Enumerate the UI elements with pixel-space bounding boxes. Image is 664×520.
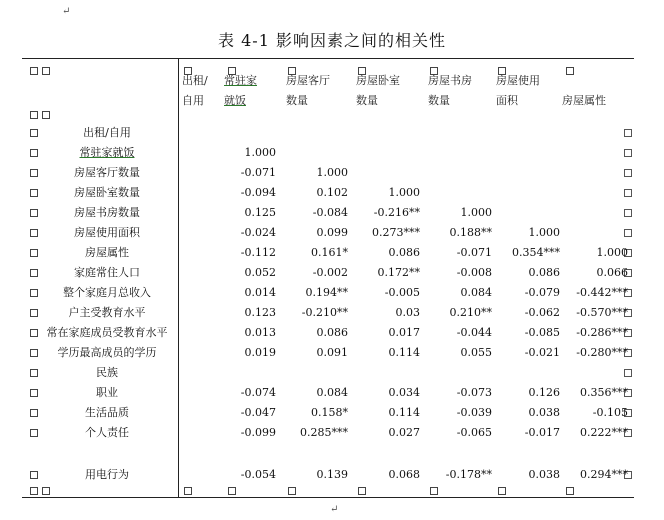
table-cell [182,403,210,423]
table-cell: 0.052 [244,266,276,279]
table-cell: 1.000 [388,186,420,199]
table-row [22,303,634,323]
header-property-type [562,91,628,111]
header-line: 房屋书房 [428,74,472,87]
table-cell: -0.071 [456,246,492,259]
table-cell [182,183,210,203]
table-cell [426,143,492,163]
table-cell: 0.114 [388,346,420,359]
table-cell: 0.055 [460,346,492,359]
table-cell [566,123,628,143]
table-cell [282,123,348,143]
table-cell: -0.099 [240,426,276,439]
table-cell [566,163,628,183]
table-cell: 0.019 [244,346,276,359]
row-label: 房屋客厅数量 [74,166,140,179]
header-floor-area [496,71,558,111]
cell-marker [184,487,192,495]
table-cell [354,363,420,383]
table-row [22,163,634,183]
table-cell: 0.084 [460,286,492,299]
row-label: 个人责任 [85,426,129,439]
table-cell [182,223,210,243]
table-cell [566,223,628,243]
cell-marker [430,487,438,495]
table-cell: 0.139 [316,468,348,481]
table-cell [426,363,492,383]
table-cell [498,203,560,223]
table-cell [282,143,348,163]
table-cell: 0.014 [244,286,276,299]
table-row [22,423,634,443]
table-cell: -0.021 [524,346,560,359]
table-cell: -0.178** [445,468,492,481]
cell-marker [30,111,38,119]
cell-marker [566,487,574,495]
row-label: 常驻家就饭 [79,146,135,159]
table-row [22,223,634,243]
table-cell: 0.027 [388,426,420,439]
table-cell [182,423,210,443]
table-cell: -0.085 [524,326,560,339]
table-row [22,243,634,263]
cell-marker [228,487,236,495]
table-cell: 0.084 [316,386,348,399]
table-cell: -0.005 [384,286,420,299]
table-cell [354,163,420,183]
row-label: 房屋书房数量 [74,206,140,219]
cell-marker [42,487,50,495]
table-cell: 0.294*** [580,468,628,481]
header-line: 房屋使用 [496,74,540,87]
cell-marker [30,389,38,397]
table-cell: -0.039 [456,406,492,419]
row-label: 用电行为 [85,468,129,481]
table-row [22,465,634,485]
cell-marker [358,487,366,495]
header-line: 就饭 [224,94,246,107]
table-cell: -0.008 [456,266,492,279]
table-cell: -0.079 [524,286,560,299]
table-cell: -0.112 [240,246,276,259]
cell-marker [30,471,38,479]
table-cell: 0.172** [377,266,420,279]
cell-marker [42,67,50,75]
table-row [22,203,634,223]
table-cell: 0.114 [388,406,420,419]
cell-marker [30,169,38,177]
row-label: 职业 [96,386,118,399]
table-cell: 1.000 [460,206,492,219]
table-cell [182,465,210,485]
cell-marker [30,249,38,257]
table-cell [218,363,276,383]
table-row [22,143,634,163]
row-label: 家庭常住人口 [74,266,140,279]
table-cell [182,383,210,403]
table-cell [182,283,210,303]
table-cell: -0.442*** [576,286,628,299]
table-cell: -0.047 [240,406,276,419]
header-line: 房屋卧室 [356,74,400,87]
cell-marker [42,111,50,119]
cell-marker [30,269,38,277]
cell-marker [30,369,38,377]
table-cell: -0.024 [240,226,276,239]
cell-marker [30,289,38,297]
table-cell: 0.123 [244,306,276,319]
table-cell [182,303,210,323]
table-cell [182,323,210,343]
table-cell: -0.054 [240,468,276,481]
table-cell [282,363,348,383]
table-cell: 0.210** [449,306,492,319]
paragraph-mark: ↵ [330,504,339,515]
table-cell [426,163,492,183]
row-label: 学历最高成员的学历 [57,346,157,359]
table-cell [498,363,560,383]
header-line: 面积 [496,94,518,107]
table-cell: -0.105 [592,406,628,419]
header-line: 常驻家 [224,74,257,87]
header-line: 数量 [286,94,308,107]
table-row [22,363,634,383]
cell-marker [30,409,38,417]
table-cell: 0.222*** [580,426,628,439]
cell-marker [30,209,38,217]
table-cell: 0.102 [316,186,348,199]
table-row [22,343,634,363]
cell-marker [30,349,38,357]
table-cell: 0.086 [388,246,420,259]
table-cell: -0.002 [312,266,348,279]
table-cell: 0.273*** [372,226,420,239]
table-cell: 0.356*** [580,386,628,399]
table-cell: -0.074 [240,386,276,399]
table-cell: 0.086 [528,266,560,279]
table-cell [566,143,628,163]
table-cell [182,163,210,183]
table-cell: 0.013 [244,326,276,339]
table-cell: -0.084 [312,206,348,219]
table-cell [426,183,492,203]
table-cell: 0.285*** [300,426,348,439]
row-label: 整个家庭月总收入 [63,286,151,299]
table-cell [182,243,210,263]
table-cell: 0.038 [528,406,560,419]
table-cell [498,143,560,163]
header-line: 出租/ [182,74,208,87]
table-cell: -0.044 [456,326,492,339]
cell-marker [30,189,38,197]
table-cell: -0.062 [524,306,560,319]
table-cell: -0.570*** [576,306,628,319]
cell-marker [288,487,296,495]
table-row [22,263,634,283]
cell-marker [30,229,38,237]
table-cell [354,123,420,143]
table-cell: 0.188** [449,226,492,239]
table-cell: -0.065 [456,426,492,439]
header-rent-own [182,71,212,111]
table-cell: 0.091 [316,346,348,359]
header-line: 数量 [356,94,378,107]
table-cell: -0.216** [373,206,420,219]
table-cell [566,203,628,223]
table-cell: -0.017 [524,426,560,439]
correlation-table [22,58,634,498]
table-cell: 0.068 [388,468,420,481]
table-row [22,123,634,143]
table-cell: -0.073 [456,386,492,399]
table-cell [182,203,210,223]
table-row [22,183,634,203]
paragraph-mark: ↵ [62,6,71,17]
row-label: 房屋使用面积 [74,226,140,239]
cell-marker [30,149,38,157]
header-line: 房屋属性 [562,94,606,107]
cell-marker [30,67,38,75]
row-label: 民族 [96,366,118,379]
table-cell: -0.280*** [576,346,628,359]
table-cell: 1.000 [596,246,628,259]
cell-marker [566,67,574,75]
table-cell: 0.099 [316,226,348,239]
table-cell: 0.017 [388,326,420,339]
row-label: 房屋属性 [85,246,129,259]
table-cell [498,163,560,183]
table-cell [182,143,210,163]
table-cell: 0.161* [311,246,348,259]
header-line: 自用 [182,94,204,107]
header-line: 数量 [428,94,450,107]
row-label: 户主受教育水平 [68,306,146,319]
table-cell [566,363,628,383]
table-cell: -0.286*** [576,326,628,339]
table-cell: 1.000 [528,226,560,239]
table-cell: 0.066 [596,266,628,279]
table-cell: 0.086 [316,326,348,339]
table-cell: 0.034 [388,386,420,399]
table-cell [354,143,420,163]
cell-marker [30,309,38,317]
table-cell: 0.194** [305,286,348,299]
table-cell [182,263,210,283]
header-bedrooms [356,71,418,111]
header-line: 房屋客厅 [286,74,330,87]
table-cell: 0.354*** [512,246,560,259]
row-label: 生活品质 [85,406,129,419]
table-cell: 0.158* [311,406,348,419]
table-cell: 0.03 [395,306,420,319]
cell-marker [30,487,38,495]
row-label: 出租/自用 [83,126,131,139]
table-caption: 表 4-1 影响因素之间的相关性 [218,31,446,50]
header-studies [428,71,490,111]
table-cell: 0.125 [244,206,276,219]
table-cell: 0.038 [528,468,560,481]
header-living-rooms [286,71,348,111]
table-row [22,323,634,343]
table-cell [426,123,492,143]
table-cell: 1.000 [244,146,276,159]
table-cell [182,123,210,143]
cell-marker [498,487,506,495]
table-cell: 0.126 [528,386,560,399]
cell-marker [30,429,38,437]
table-cell: -0.094 [240,186,276,199]
table-row [22,383,634,403]
table-cell: 1.000 [316,166,348,179]
table-cell [182,343,210,363]
table-cell [498,123,560,143]
table-cell [182,363,210,383]
table-row [22,283,634,303]
table-row [22,403,634,423]
row-label: 房屋卧室数量 [74,186,140,199]
cell-marker [30,129,38,137]
table-cell [218,123,276,143]
table-cell: -0.071 [240,166,276,179]
row-label: 常在家庭成员受教育水平 [46,326,168,339]
table-cell [498,183,560,203]
header-resident-meals [224,71,276,111]
table-cell: -0.210** [301,306,348,319]
cell-marker [30,329,38,337]
table-cell [566,183,628,203]
